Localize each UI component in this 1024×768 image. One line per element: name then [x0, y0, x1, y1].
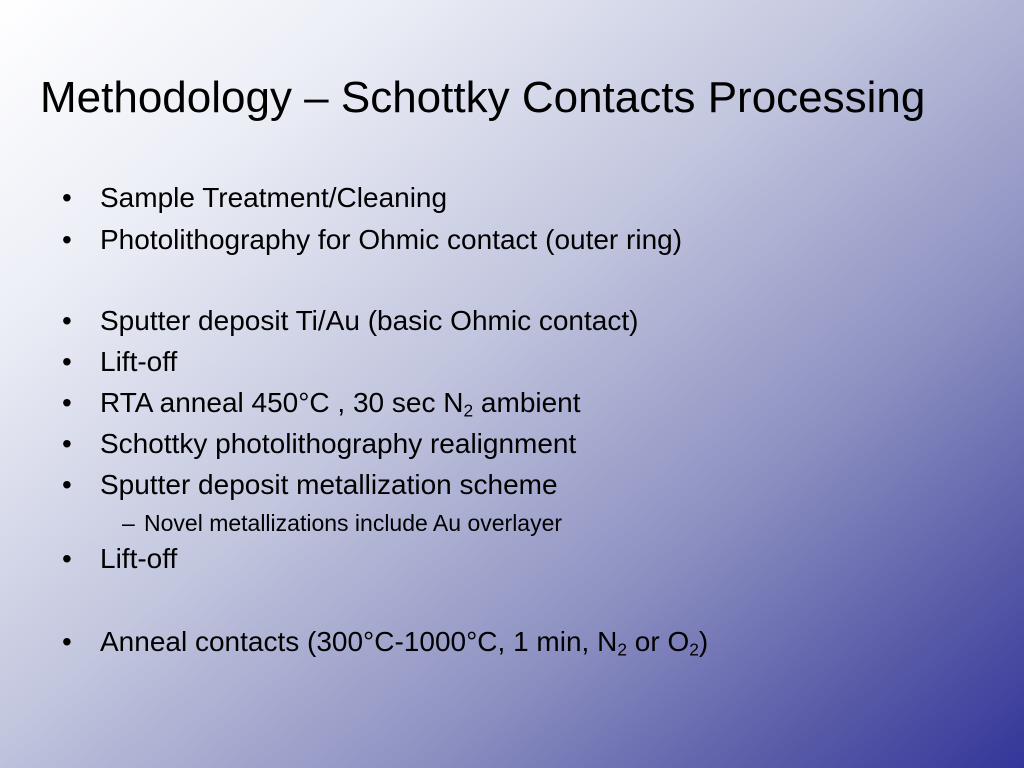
bullet-marker: •: [62, 224, 72, 255]
bullet-text: Lift-off: [100, 346, 178, 377]
bullet-photolithography-ohmic: [62, 222, 682, 258]
bullet-lift-off-1: [62, 344, 177, 380]
bullet-marker: •: [62, 182, 72, 213]
bullet-marker: •: [62, 626, 72, 657]
subscript: 2: [463, 400, 474, 421]
bullet-marker: •: [62, 469, 72, 500]
bullet-lift-off-2: [62, 541, 177, 577]
bullet-marker: •: [62, 346, 72, 377]
sub-bullet-marker: –: [122, 510, 135, 536]
bullet-schottky-realignment: [62, 426, 576, 462]
bullet-text-prefix: RTA anneal 450°C , 30 sec N: [100, 387, 464, 418]
bullet-sample-treatment: [62, 180, 447, 216]
bullet-rta-anneal: [62, 385, 581, 421]
bullet-text: Lift-off: [100, 543, 178, 574]
subscript: 2: [617, 639, 627, 660]
bullet-marker: •: [62, 387, 72, 418]
sub-bullet-text: Novel metallizations include Au overlayer: [144, 510, 563, 536]
bullet-text: Sputter deposit Ti/Au (basic Ohmic contact): [100, 305, 639, 336]
bullet-sputter-metallization: [62, 467, 558, 503]
slide-title: Methodology – Schottky Contacts Processing: [40, 73, 926, 122]
bullet-text: Schottky photolithography realignment: [100, 428, 577, 459]
bullet-text: Photolithography for Ohmic contact (outer ring): [100, 224, 683, 255]
bullet-text-prefix: Anneal contacts (300°C-1000°C, 1 min, N: [100, 626, 618, 657]
bullet-text-suffix: ambient: [473, 387, 581, 418]
bullet-text-suffix: ): [698, 626, 709, 657]
bullet-text: Sample Treatment/Cleaning: [100, 182, 448, 213]
bullet-marker: •: [62, 428, 72, 459]
bullet-text: Sputter deposit metallization scheme: [100, 469, 558, 500]
subscript: 2: [689, 639, 699, 660]
bullet-text-middle: or O: [626, 626, 690, 657]
bullet-sputter-ti-au: [62, 303, 638, 339]
sub-bullet-novel-metallizations: [122, 508, 562, 538]
bullet-anneal-contacts: [62, 624, 708, 660]
bullet-marker: •: [62, 305, 72, 336]
bullet-marker: •: [62, 543, 72, 574]
